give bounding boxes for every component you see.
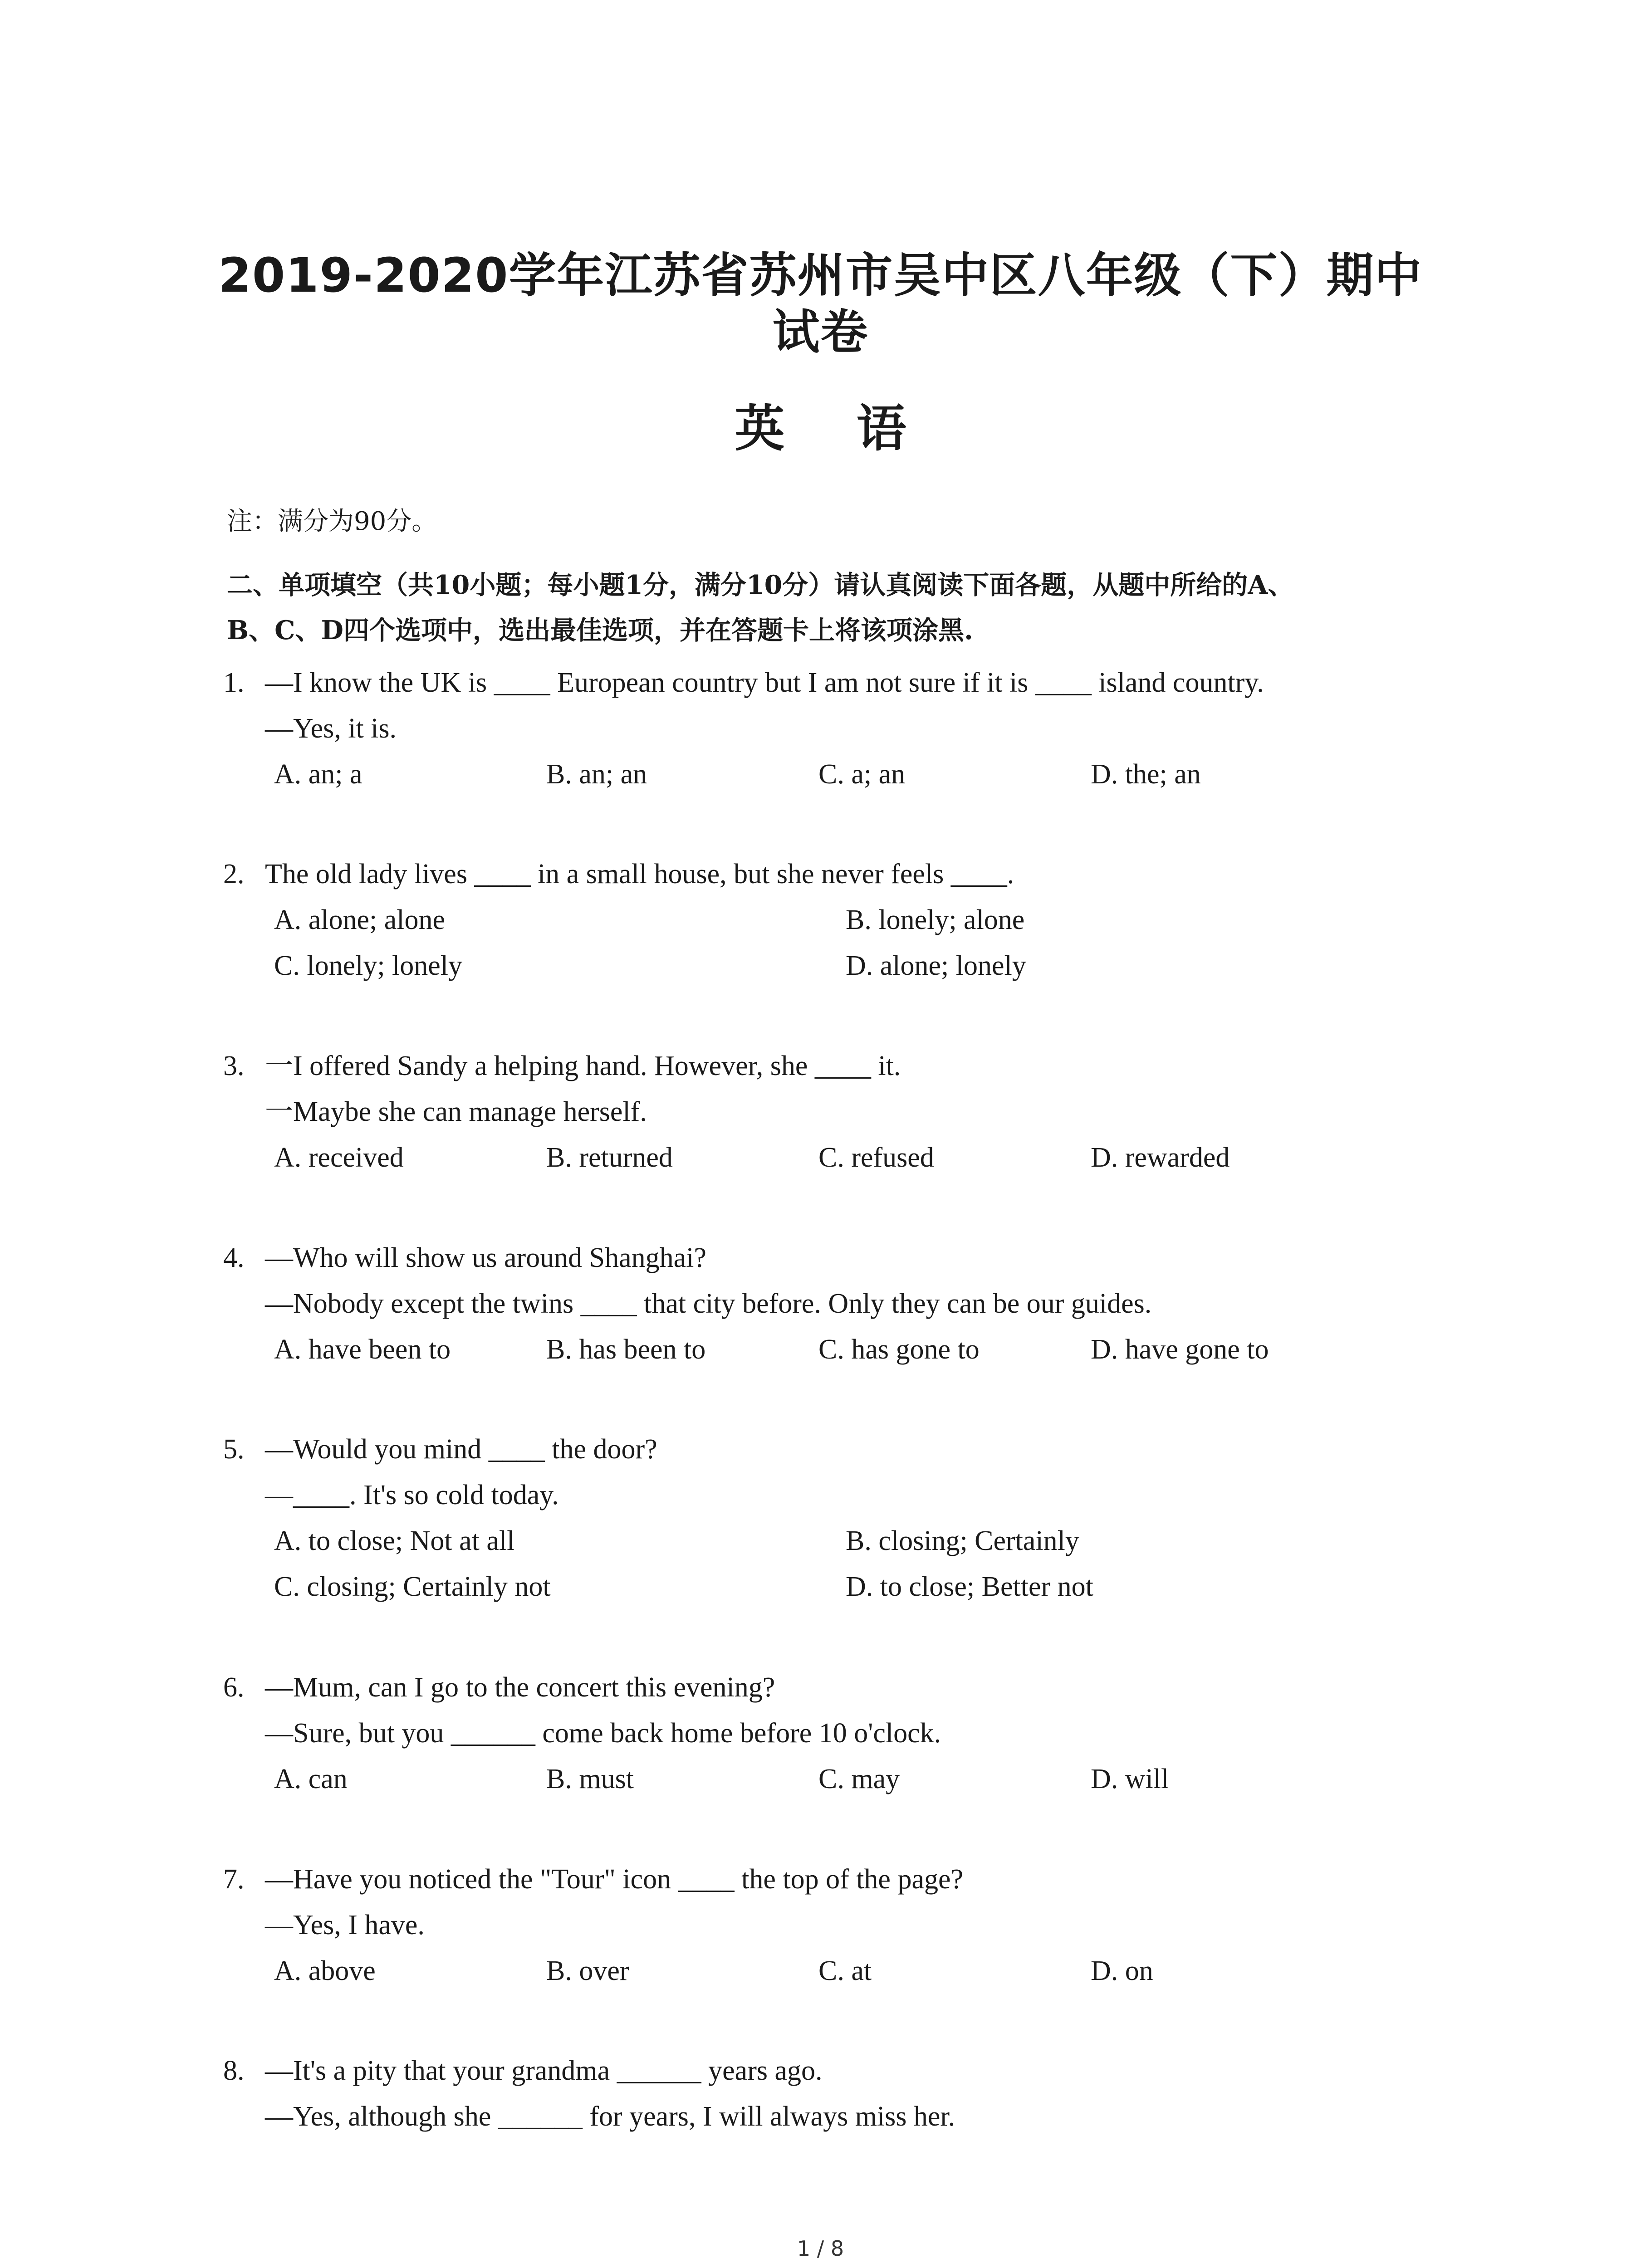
question-number: 7. bbox=[223, 1864, 245, 1895]
question-line: —Yes, although she ______ for years, I will always miss her. bbox=[265, 2101, 955, 2132]
question-line: —Have you noticed the "Tour" icon ____ the top of the page? bbox=[265, 1864, 964, 1895]
option-d: D. to close; Better not bbox=[846, 1571, 1093, 1602]
exam-title bbox=[0, 247, 1641, 361]
options-row bbox=[223, 752, 1448, 797]
option-c: C. may bbox=[818, 1764, 900, 1794]
question-line: —It's a pity that your grandma ______ years ago. bbox=[265, 2055, 823, 2086]
option-c: C. a; an bbox=[818, 759, 906, 790]
question-line: —I know the UK is ____ European country but I am not sure if it is ____ island country. bbox=[265, 667, 1264, 698]
section-line-1: 二、单项填空（共10小题；每小题1分，满分10分）请认真阅读下面各题，从题中所给的A、 bbox=[227, 570, 1294, 600]
options-row bbox=[223, 897, 1448, 943]
question-line: The old lady lives ____ in a small house, but she never feels ____. bbox=[265, 859, 1014, 890]
question-line: —Nobody except the twins ____ that city before. Only they can be our guides. bbox=[265, 1288, 1152, 1319]
options-row bbox=[223, 1518, 1448, 1564]
option-d: D. have gone to bbox=[1091, 1334, 1269, 1365]
score-note: 注：满分为90分。 bbox=[227, 507, 437, 536]
question-line: 一I offered Sandy a helping hand. However, she ____ it. bbox=[265, 1051, 901, 1081]
option-b: B. over bbox=[546, 1955, 629, 1986]
option-c: C. has gone to bbox=[818, 1334, 980, 1365]
section-instructions bbox=[227, 562, 1429, 653]
option-c: C. closing; Certainly not bbox=[274, 1571, 551, 1602]
option-b: B. closing; Certainly bbox=[846, 1525, 1079, 1556]
question-line: —Who will show us around Shanghai? bbox=[265, 1242, 706, 1273]
question-line: —Would you mind ____ the door? bbox=[265, 1434, 657, 1465]
question-number: 2. bbox=[223, 859, 245, 890]
option-d: D. on bbox=[1091, 1955, 1153, 1986]
option-a: A. received bbox=[274, 1142, 404, 1173]
question-2 bbox=[223, 851, 1448, 989]
options-row bbox=[223, 943, 1448, 989]
option-c: C. refused bbox=[818, 1142, 934, 1173]
option-d: D. rewarded bbox=[1091, 1142, 1230, 1173]
question-line: —____. It's so cold today. bbox=[265, 1480, 559, 1510]
title-line-2: 试卷 bbox=[772, 304, 869, 360]
question-number: 1. bbox=[223, 667, 245, 698]
options-row bbox=[223, 1564, 1448, 1610]
question-4 bbox=[223, 1235, 1448, 1373]
subject-heading: 英 语 bbox=[735, 399, 934, 458]
option-d: D. the; an bbox=[1091, 759, 1201, 790]
option-d: D. will bbox=[1091, 1764, 1169, 1794]
options-row bbox=[223, 1756, 1448, 1802]
section-line-2: B、C、D四个选项中，选出最佳选项，并在答题卡上将该项涂黑. bbox=[227, 615, 973, 645]
question-8 bbox=[223, 2048, 1448, 2140]
question-1 bbox=[223, 660, 1448, 797]
option-b: B. lonely; alone bbox=[846, 904, 1025, 935]
option-b: B. returned bbox=[546, 1142, 673, 1173]
option-b: B. has been to bbox=[546, 1334, 706, 1365]
question-line: —Yes, I have. bbox=[265, 1910, 425, 1941]
option-b: B. must bbox=[546, 1764, 634, 1794]
options-row bbox=[223, 1948, 1448, 1994]
question-5 bbox=[223, 1427, 1448, 1610]
question-number: 6. bbox=[223, 1672, 245, 1703]
question-6 bbox=[223, 1665, 1448, 1802]
option-a: A. can bbox=[274, 1764, 348, 1794]
page-number: 1 / 8 bbox=[797, 2236, 844, 2261]
question-number: 5. bbox=[223, 1434, 245, 1465]
options-row bbox=[223, 1327, 1448, 1373]
option-c: C. at bbox=[818, 1955, 872, 1986]
options-row bbox=[223, 1135, 1448, 1181]
question-line: 一Maybe she can manage herself. bbox=[265, 1096, 647, 1127]
question-line: —Sure, but you ______ come back home before 10 o'clock. bbox=[265, 1718, 941, 1749]
option-a: A. have been to bbox=[274, 1334, 451, 1365]
question-number: 8. bbox=[223, 2055, 245, 2086]
option-c: C. lonely; lonely bbox=[274, 950, 463, 981]
title-line-1: 2019-2020学年江苏省苏州市吴中区八年级（下）期中 bbox=[218, 248, 1423, 303]
option-d: D. alone; lonely bbox=[846, 950, 1026, 981]
question-line: —Yes, it is. bbox=[265, 713, 397, 744]
option-b: B. an; an bbox=[546, 759, 647, 790]
question-line: —Mum, can I go to the concert this evening? bbox=[265, 1672, 775, 1703]
option-a: A. above bbox=[274, 1955, 376, 1986]
question-number: 3. bbox=[223, 1051, 245, 1081]
option-a: A. alone; alone bbox=[274, 904, 446, 935]
question-number: 4. bbox=[223, 1242, 245, 1273]
option-a: A. to close; Not at all bbox=[274, 1525, 515, 1556]
option-a: A. an; a bbox=[274, 759, 362, 790]
question-3 bbox=[223, 1043, 1448, 1181]
question-7 bbox=[223, 1857, 1448, 1994]
